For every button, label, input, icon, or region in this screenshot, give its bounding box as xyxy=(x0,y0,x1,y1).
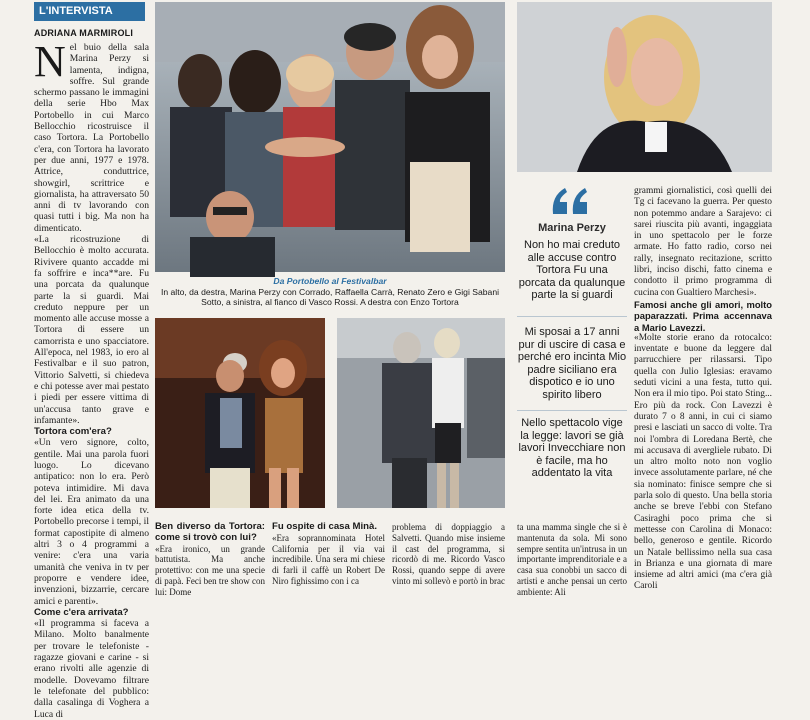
paragraph: grammi giornalistici, così quelli dei Tg ci facevano la guerra. Per questo non potemmo andare a Sarajevo: ci sarei riuscita più avanti, ingaggiata in uno spettacolo per le forze armate. Ho fatto radio, corso nei rally, insegnato recitazione, scritto libri, inciso dischi, fatto cinema e condotto il primo programma di cucina con Gualtiero Marchesi». xyxy=(634,186,772,298)
caption-title: Da Portobello al Festivalbar xyxy=(273,276,387,286)
lead-paragraph: Nel buio della sala Marina Perzy si lamenta, indigna, soffre. Sul grande schermo passano le immagini della serie Hbo Max Portobello in cui Marco Bellocchio ricostruisce il caso Tortora. La Portobello c'era, con Tortora ha lavorato per due anni, 1977 e 1978. Attrice, conduttrice, showgirl, scrittrice e giornalista, ha attraversato 50 anni di tv lavorando con quasi tutti i big. Ma non ha dimenticato. xyxy=(34,37,149,234)
paragraph: ta una mamma single che si è mantenuta da sola. Mi sono sempre sentita un'intrusa in un importante imprenditoriale e a casa sua conobbi un sacco di artisti e anche pensai un certo ambiente: Ali xyxy=(517,522,627,597)
byline: ADRIANA MARMIROLI xyxy=(34,28,134,38)
portrait-photo xyxy=(517,2,772,172)
drop-cap: N xyxy=(34,37,66,86)
paragraph: «Molte storie erano da rotocalco: inventate e buone da leggere dal parrucchiere per rilassarsi. Tipo quella con Julio Iglesias: eravamo seduti vicini a una festa, tutto qui. Non era il mio tipo. Poi stato Sting... Ero più da rock. Con Lavezzi è durato 7 o 8 anni, in cui ci siamo presi e lasciati un sacco di volte. Tra noi l'ombra di Loredana Bertè, che mi accusava di avergliele rubato. Di un altro molto noto non voglio invece assolutamente parlare, né che sia nominato: finisce sempre che si parla solo di questo. Una bella storia anche se breve l'ebbi con Stefano Casiraghi poco prima che si mettesse con Carolina di Monaco: bello, generoso e gentile. Ricordo un Natale bellissimo nella sua casa in Brianza e una giornata di mare insieme ad altri amici (ma c'era già Caroli xyxy=(634,332,772,592)
tortora-photo xyxy=(337,318,505,508)
pull-quote: Non ho mai creduto alle accuse contro Tortora Fu una porcata da qualunque parte la si guardi xyxy=(518,239,626,302)
paragraph: «Il programma si faceva a Milano. Molto banalmente per trovare le telefoniste - ragazze giovani e carine - si erano rivolti alle agenzie di modelle. Dovevamo filtrare le telefonate del pubblico: dalla casalinga di Voghera a Luca di xyxy=(34,618,149,720)
paragraph: «Era soprannominata Hotel California per il via vai incredibile. Una sera mi chiese di farli il caffè un Robert De Niro fighissimo con i ca xyxy=(272,532,385,586)
main-group-photo xyxy=(155,2,505,272)
vasco-rossi-photo xyxy=(155,318,325,508)
quote-mark-icon xyxy=(551,186,591,216)
interview-question: Famosi anche gli amori, molto paparazzati. Prima accennava a Mario Lavezzi. xyxy=(634,298,772,333)
section-tag: L'INTERVISTA xyxy=(34,2,145,21)
article-column-1 xyxy=(34,37,149,720)
bottom-column-3 xyxy=(392,522,505,586)
caption-line: Sotto, a sinistra, al fianco di Vasco Rossi. A destra con Enzo Tortora xyxy=(201,297,459,307)
divider xyxy=(517,410,627,411)
paragraph: problema di doppiaggio a Salvetti. Quando mise insieme il cast del programma, si ricordò di me. Ricordo Vasco Rossi, quando seppe di avere vinto mi sollevò e portò in brac xyxy=(392,522,505,586)
bottom-column-1 xyxy=(155,521,265,597)
caption-line: In alto, da destra, Marina Perzy con Corrado, Raffaella Carrà, Renato Zero e Gigi Sabani xyxy=(160,286,500,297)
paragraph: «Era ironico, un grande battutista. Ma anche protettivo: con me una specie di papà. Feci ben tre show con lui: Dome xyxy=(155,543,265,597)
pull-quote: Nello spettacolo vige la legge: lavori se già lavori Invecchiare non è facile, ma ho addentato la vita xyxy=(518,417,626,480)
divider xyxy=(517,316,627,317)
paragraph: «Un vero signore, colto, gentile. Mai una parola fuori luogo. Lo dicevano antipatico: non lo era. Però poteva intimidire. Mi dava del lei. Era animato da una forte idea etica della tv. Portobello precorse i tempi, il format capostipite di almeno altri 3 o 4 programmi a venire: c'era una varia umanità che veniva in tv per proporre e vendere idee, invenzioni, bizzarrie, cercare amici e parenti». xyxy=(34,437,149,607)
interview-question: Come c'era arrivata? xyxy=(34,606,129,618)
interview-question: Tortora com'era? xyxy=(34,426,112,438)
bottom-column-2 xyxy=(272,521,385,586)
main-photo-caption xyxy=(155,276,505,308)
interview-question: Ben diverso da Tortora: come si trovò con lui? xyxy=(155,521,265,543)
paragraph: «La ricostruzione di Bellocchio è molto accurata. Rivivere quanto accadde mi fa soffrire e inca**are. Fu una porcata da qualunque parte la si guardi. Mai creduto neppure per un momento alle accuse mosse a Tortora di essere un camorrista e uno spacciatore. All'epoca, nel 1983, io ero al Festivalbar e il suo patron, Vittorio Salvetti, si chiedeva e chi potesse aver mai pestato i piedi per essere vittima di un'accusa tanto grave e infamante». xyxy=(34,234,149,426)
interview-question: Fu ospite di casa Minà. xyxy=(272,521,378,532)
bottom-column-4 xyxy=(517,522,627,597)
pull-quote-name: Marina Perzy xyxy=(538,222,606,234)
pull-quote: Mi sposai a 17 anni pur di uscire di casa e perché ero incinta Mio padre siciliano era dispotico e io uno spirito libero xyxy=(517,326,627,401)
article-column-right xyxy=(634,186,772,592)
